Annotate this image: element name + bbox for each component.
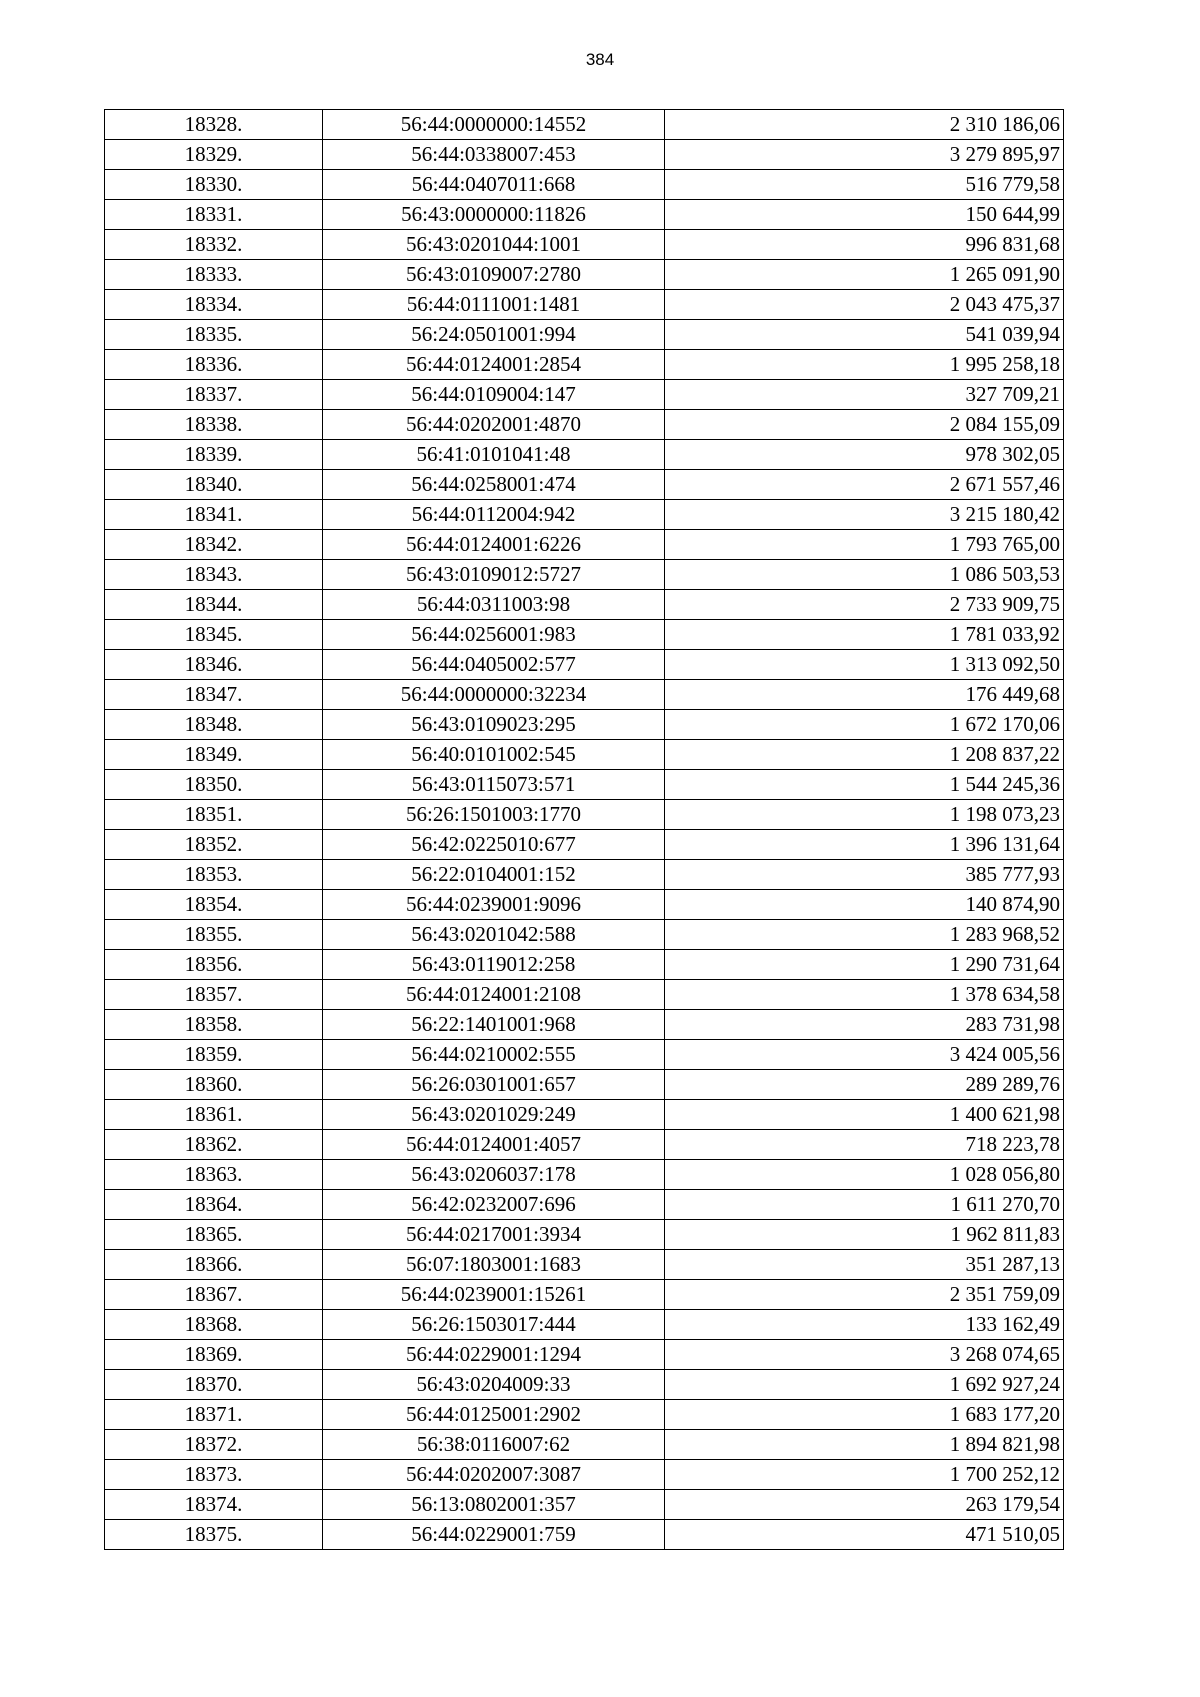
row-number-cell: 18350. [105, 770, 323, 800]
cadastral-value-cell: 3 268 074,65 [665, 1340, 1064, 1370]
cadastral-number-cell: 56:44:0111001:1481 [323, 290, 665, 320]
cadastral-value-cell: 471 510,05 [665, 1520, 1064, 1550]
table-body [105, 110, 1064, 1550]
cadastral-number-cell: 56:44:0256001:983 [323, 620, 665, 650]
cadastral-value-cell: 3 215 180,42 [665, 500, 1064, 530]
table-row [105, 1280, 1064, 1310]
cadastral-value-cell: 1 313 092,50 [665, 650, 1064, 680]
row-number-cell: 18345. [105, 620, 323, 650]
cadastral-value-cell: 1 692 927,24 [665, 1370, 1064, 1400]
row-number-cell: 18363. [105, 1160, 323, 1190]
row-number-cell: 18366. [105, 1250, 323, 1280]
cadastral-number-cell: 56:44:0229001:759 [323, 1520, 665, 1550]
cadastral-number-cell: 56:07:1803001:1683 [323, 1250, 665, 1280]
cadastral-number-cell: 56:42:0232007:696 [323, 1190, 665, 1220]
cadastral-number-cell: 56:43:0119012:258 [323, 950, 665, 980]
table-row [105, 650, 1064, 680]
table-row [105, 1310, 1064, 1340]
row-number-cell: 18358. [105, 1010, 323, 1040]
row-number-cell: 18343. [105, 560, 323, 590]
table-row [105, 1430, 1064, 1460]
cadastral-number-cell: 56:43:0000000:11826 [323, 200, 665, 230]
table-row [105, 500, 1064, 530]
table-row [105, 1250, 1064, 1280]
cadastral-number-cell: 56:43:0201029:249 [323, 1100, 665, 1130]
cadastral-value-cell: 176 449,68 [665, 680, 1064, 710]
cadastral-number-cell: 56:43:0206037:178 [323, 1160, 665, 1190]
table-row [105, 1460, 1064, 1490]
cadastral-number-cell: 56:43:0109007:2780 [323, 260, 665, 290]
cadastral-value-cell: 996 831,68 [665, 230, 1064, 260]
row-number-cell: 18371. [105, 1400, 323, 1430]
cadastral-value-cell: 2 084 155,09 [665, 410, 1064, 440]
table-row [105, 830, 1064, 860]
cadastral-number-cell: 56:44:0112004:942 [323, 500, 665, 530]
cadastral-number-cell: 56:44:0000000:32234 [323, 680, 665, 710]
cadastral-number-cell: 56:44:0210002:555 [323, 1040, 665, 1070]
cadastral-number-cell: 56:44:0124001:2108 [323, 980, 665, 1010]
table-row [105, 1040, 1064, 1070]
table-row [105, 950, 1064, 980]
table-row [105, 1340, 1064, 1370]
table-row [105, 1370, 1064, 1400]
table-row [105, 620, 1064, 650]
table-row [105, 560, 1064, 590]
cadastral-number-cell: 56:44:0109004:147 [323, 380, 665, 410]
row-number-cell: 18353. [105, 860, 323, 890]
cadastral-value-cell: 1 028 056,80 [665, 1160, 1064, 1190]
cadastral-number-cell: 56:43:0204009:33 [323, 1370, 665, 1400]
cadastral-value-cell: 283 731,98 [665, 1010, 1064, 1040]
table-row [105, 1130, 1064, 1160]
cadastral-number-cell: 56:44:0125001:2902 [323, 1400, 665, 1430]
table-row [105, 380, 1064, 410]
cadastral-number-cell: 56:38:0116007:62 [323, 1430, 665, 1460]
row-number-cell: 18334. [105, 290, 323, 320]
cadastral-number-cell: 56:44:0217001:3934 [323, 1220, 665, 1250]
cadastral-number-cell: 56:43:0109012:5727 [323, 560, 665, 590]
row-number-cell: 18367. [105, 1280, 323, 1310]
table-row [105, 860, 1064, 890]
row-number-cell: 18329. [105, 140, 323, 170]
row-number-cell: 18362. [105, 1130, 323, 1160]
cadastral-value-cell: 978 302,05 [665, 440, 1064, 470]
cadastral-value-cell: 1 793 765,00 [665, 530, 1064, 560]
row-number-cell: 18346. [105, 650, 323, 680]
cadastral-value-cell: 2 671 557,46 [665, 470, 1064, 500]
table-row [105, 770, 1064, 800]
cadastral-value-cell: 1 672 170,06 [665, 710, 1064, 740]
cadastral-number-cell: 56:24:0501001:994 [323, 320, 665, 350]
table-row [105, 230, 1064, 260]
row-number-cell: 18335. [105, 320, 323, 350]
table-row [105, 1400, 1064, 1430]
table-row [105, 1010, 1064, 1040]
cadastral-value-cell: 289 289,76 [665, 1070, 1064, 1100]
table-row [105, 410, 1064, 440]
cadastral-number-cell: 56:42:0225010:677 [323, 830, 665, 860]
cadastral-number-cell: 56:44:0202007:3087 [323, 1460, 665, 1490]
table-row [105, 980, 1064, 1010]
cadastral-value-cell: 1 894 821,98 [665, 1430, 1064, 1460]
row-number-cell: 18356. [105, 950, 323, 980]
cadastral-number-cell: 56:43:0115073:571 [323, 770, 665, 800]
cadastral-value-cell: 718 223,78 [665, 1130, 1064, 1160]
cadastral-value-cell: 2 351 759,09 [665, 1280, 1064, 1310]
table-row [105, 740, 1064, 770]
cadastral-value-cell: 385 777,93 [665, 860, 1064, 890]
table-row [105, 290, 1064, 320]
cadastral-value-cell: 1 683 177,20 [665, 1400, 1064, 1430]
cadastral-value-cell: 1 265 091,90 [665, 260, 1064, 290]
cadastral-number-cell: 56:41:0101041:48 [323, 440, 665, 470]
row-number-cell: 18360. [105, 1070, 323, 1100]
row-number-cell: 18375. [105, 1520, 323, 1550]
cadastral-number-cell: 56:44:0258001:474 [323, 470, 665, 500]
cadastral-value-cell: 1 995 258,18 [665, 350, 1064, 380]
row-number-cell: 18365. [105, 1220, 323, 1250]
table-row [105, 170, 1064, 200]
cadastral-number-cell: 56:26:1501003:1770 [323, 800, 665, 830]
row-number-cell: 18339. [105, 440, 323, 470]
cadastral-value-cell: 516 779,58 [665, 170, 1064, 200]
table-row [105, 1520, 1064, 1550]
cadastral-value-cell: 1 283 968,52 [665, 920, 1064, 950]
row-number-cell: 18332. [105, 230, 323, 260]
cadastral-value-cell: 1 544 245,36 [665, 770, 1064, 800]
row-number-cell: 18344. [105, 590, 323, 620]
cadastral-number-cell: 56:44:0311003:98 [323, 590, 665, 620]
cadastral-number-cell: 56:26:1503017:444 [323, 1310, 665, 1340]
cadastral-value-cell: 327 709,21 [665, 380, 1064, 410]
cadastral-value-cell: 263 179,54 [665, 1490, 1064, 1520]
row-number-cell: 18370. [105, 1370, 323, 1400]
cadastral-value-cell: 1 962 811,83 [665, 1220, 1064, 1250]
table-row [105, 890, 1064, 920]
row-number-cell: 18351. [105, 800, 323, 830]
cadastral-value-cell: 1 290 731,64 [665, 950, 1064, 980]
table-row [105, 680, 1064, 710]
cadastral-number-cell: 56:22:0104001:152 [323, 860, 665, 890]
cadastral-value-cell: 140 874,90 [665, 890, 1064, 920]
row-number-cell: 18331. [105, 200, 323, 230]
row-number-cell: 18341. [105, 500, 323, 530]
cadastral-number-cell: 56:44:0000000:14552 [323, 110, 665, 140]
cadastral-number-cell: 56:40:0101002:545 [323, 740, 665, 770]
cadastral-number-cell: 56:44:0124001:6226 [323, 530, 665, 560]
row-number-cell: 18347. [105, 680, 323, 710]
table-row [105, 800, 1064, 830]
cadastral-number-cell: 56:44:0338007:453 [323, 140, 665, 170]
table-row [105, 110, 1064, 140]
cadastral-value-cell: 1 396 131,64 [665, 830, 1064, 860]
cadastral-value-cell: 1 781 033,92 [665, 620, 1064, 650]
row-number-cell: 18340. [105, 470, 323, 500]
cadastral-value-cell: 541 039,94 [665, 320, 1064, 350]
table-row [105, 1070, 1064, 1100]
table-row [105, 530, 1064, 560]
table-row [105, 590, 1064, 620]
row-number-cell: 18364. [105, 1190, 323, 1220]
row-number-cell: 18338. [105, 410, 323, 440]
cadastral-value-cell: 2 043 475,37 [665, 290, 1064, 320]
row-number-cell: 18330. [105, 170, 323, 200]
cadastral-value-cell: 1 086 503,53 [665, 560, 1064, 590]
cadastral-number-cell: 56:22:1401001:968 [323, 1010, 665, 1040]
row-number-cell: 18336. [105, 350, 323, 380]
cadastral-value-cell: 3 424 005,56 [665, 1040, 1064, 1070]
table-row [105, 920, 1064, 950]
row-number-cell: 18349. [105, 740, 323, 770]
cadastral-number-cell: 56:44:0124001:4057 [323, 1130, 665, 1160]
cadastral-number-cell: 56:44:0229001:1294 [323, 1340, 665, 1370]
row-number-cell: 18328. [105, 110, 323, 140]
table-row [105, 1160, 1064, 1190]
cadastral-number-cell: 56:43:0201044:1001 [323, 230, 665, 260]
cadastral-value-cell: 3 279 895,97 [665, 140, 1064, 170]
row-number-cell: 18337. [105, 380, 323, 410]
cadastral-number-cell: 56:44:0407011:668 [323, 170, 665, 200]
table-row [105, 710, 1064, 740]
cadastral-value-cell: 133 162,49 [665, 1310, 1064, 1340]
row-number-cell: 18373. [105, 1460, 323, 1490]
cadastral-number-cell: 56:26:0301001:657 [323, 1070, 665, 1100]
table-row [105, 200, 1064, 230]
row-number-cell: 18359. [105, 1040, 323, 1070]
row-number-cell: 18355. [105, 920, 323, 950]
cadastral-value-cell: 2 310 186,06 [665, 110, 1064, 140]
table-row [105, 1220, 1064, 1250]
cadastral-number-cell: 56:44:0202001:4870 [323, 410, 665, 440]
row-number-cell: 18369. [105, 1340, 323, 1370]
cadastral-value-cell: 150 644,99 [665, 200, 1064, 230]
cadastral-number-cell: 56:44:0239001:9096 [323, 890, 665, 920]
row-number-cell: 18348. [105, 710, 323, 740]
row-number-cell: 18374. [105, 1490, 323, 1520]
row-number-cell: 18368. [105, 1310, 323, 1340]
table-row [105, 260, 1064, 290]
cadastral-number-cell: 56:13:0802001:357 [323, 1490, 665, 1520]
row-number-cell: 18354. [105, 890, 323, 920]
cadastral-number-cell: 56:44:0124001:2854 [323, 350, 665, 380]
cadastral-value-cell: 1 208 837,22 [665, 740, 1064, 770]
table-row [105, 1190, 1064, 1220]
cadastral-value-cell: 1 400 621,98 [665, 1100, 1064, 1130]
cadastral-value-cell: 2 733 909,75 [665, 590, 1064, 620]
table-row [105, 140, 1064, 170]
table-row [105, 440, 1064, 470]
cadastral-number-cell: 56:44:0405002:577 [323, 650, 665, 680]
cadastral-value-table [104, 109, 1064, 1550]
cadastral-number-cell: 56:44:0239001:15261 [323, 1280, 665, 1310]
row-number-cell: 18333. [105, 260, 323, 290]
row-number-cell: 18372. [105, 1430, 323, 1460]
row-number-cell: 18342. [105, 530, 323, 560]
table-row [105, 1490, 1064, 1520]
table-row [105, 1100, 1064, 1130]
row-number-cell: 18357. [105, 980, 323, 1010]
cadastral-number-cell: 56:43:0109023:295 [323, 710, 665, 740]
cadastral-value-cell: 1 700 252,12 [665, 1460, 1064, 1490]
cadastral-value-cell: 1 611 270,70 [665, 1190, 1064, 1220]
row-number-cell: 18361. [105, 1100, 323, 1130]
cadastral-value-cell: 1 198 073,23 [665, 800, 1064, 830]
table-row [105, 320, 1064, 350]
cadastral-value-cell: 1 378 634,58 [665, 980, 1064, 1010]
row-number-cell: 18352. [105, 830, 323, 860]
table-row [105, 470, 1064, 500]
page-number: 384 [585, 50, 615, 69]
cadastral-value-cell: 351 287,13 [665, 1250, 1064, 1280]
cadastral-number-cell: 56:43:0201042:588 [323, 920, 665, 950]
table-row [105, 350, 1064, 380]
